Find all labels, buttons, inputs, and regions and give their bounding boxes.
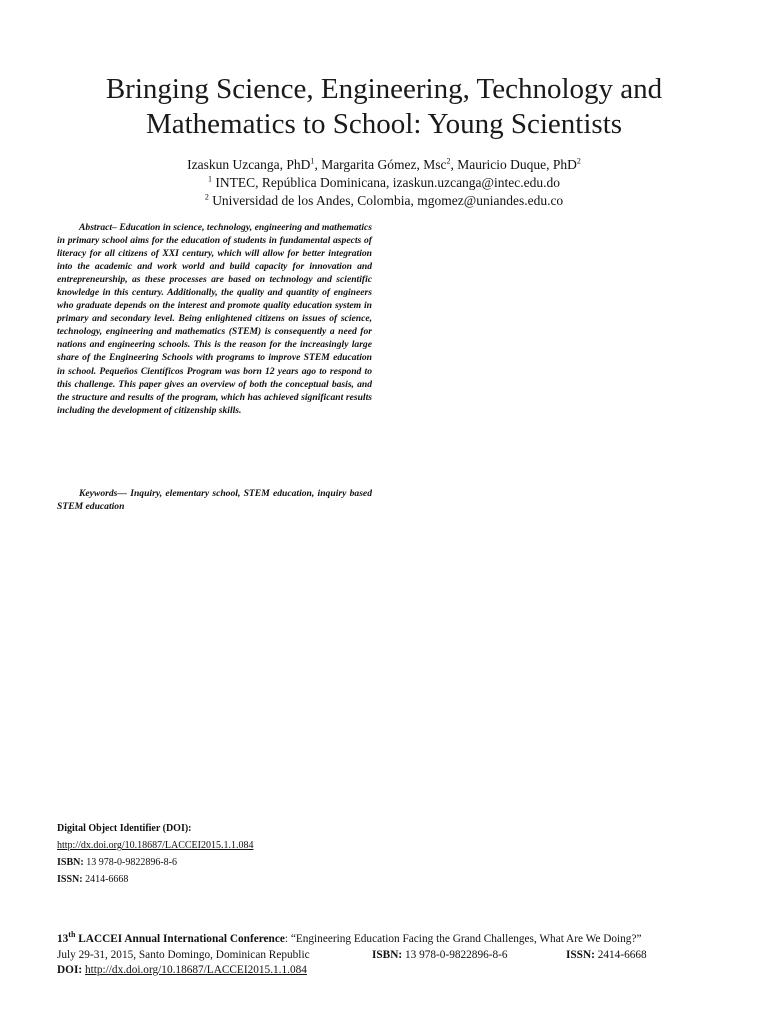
footer-issn-label: ISSN: — [566, 948, 595, 961]
affiliation-text: INTEC, República Dominicana, izaskun.uzcanga@intec.edu.do — [215, 175, 560, 190]
abstract-label: Abstract– — [79, 222, 117, 233]
page-footer — [57, 932, 737, 979]
author-block — [40, 156, 728, 210]
footer-doi-link[interactable]: http://dx.doi.org/10.18687/LACCEI2015.1.1.084 — [84, 964, 307, 976]
issn-line — [57, 871, 253, 888]
issn-label: ISSN: — [57, 874, 83, 885]
footer-doi-label: DOI: — [57, 964, 83, 976]
conference-line — [57, 932, 737, 948]
keywords — [57, 487, 372, 513]
issn-value: 2414-6668 — [85, 874, 129, 885]
footer-doi-line — [57, 963, 737, 979]
affiliation-line — [40, 174, 728, 192]
footer-issn — [566, 948, 647, 964]
author-name: Mauricio Duque, PhD — [457, 157, 577, 172]
doi-label: Digital Object Identifier (DOI): — [57, 823, 192, 834]
author-line: Izaskun Uzcanga, PhD$^1$, Margarita Gómez, Msc$^2$, Mauricio Duque, PhD$^2$ — [187, 156, 581, 172]
identifier-block — [57, 820, 253, 888]
footer-isbn — [372, 948, 508, 964]
conference-details-line — [57, 948, 737, 964]
abstract — [57, 221, 372, 417]
conference-ordinal: th — [68, 930, 76, 940]
author-affiliation-mark: 2 — [576, 156, 581, 166]
affiliation-mark: 2 — [204, 192, 209, 202]
keywords-text: Inquiry, elementary school, STEM education, inquiry based STEM education — [57, 488, 372, 512]
affiliation-line — [40, 192, 728, 210]
conference-number: 13 — [57, 933, 69, 945]
paper-title: Bringing Science, Engineering, Technology and Mathematics to School: Young Scientists — [105, 73, 663, 140]
author-name: Izaskun Uzcanga, PhD — [187, 157, 311, 172]
isbn-line — [57, 854, 253, 871]
abstract-text: Education in science, technology, engineering and mathematics in primary school aims for the education of students in fundamental aspects of literacy for all citizens of XXI century, which will allow for better integration into the academic and work world and build capacity for innovation and entrepreneurship, as these processes are based on technology and scientific knowledge in this century. Additionally, the quality and quantity of engineers who graduate depends on the interest and promote quality education system in primary and secondary level. Being enlightened citizens on issues of science, technology, engineering and mathematics (STEM) is consequently a need for nations and engineering schools. This is the reason for the increasingly large share of the Engineering Schools with programs to improve STEM education in school. Pequeños Científicos Program was born 12 years ago to respond to this challenge. This paper gives an overview of both the conceptual basis, and the structure and results of the program, which has achieved significant results including the development of citizenship skills. — [57, 222, 372, 416]
author-name: Margarita Gómez, Msc — [321, 157, 447, 172]
footer-isbn-value: 13 978-0-9822896-8-6 — [404, 948, 508, 961]
isbn-label: ISBN: — [57, 857, 84, 868]
footer-issn-value: 2414-6668 — [597, 948, 647, 961]
keywords-label: Keywords— — [79, 488, 127, 499]
conference-theme: : “Engineering Education Facing the Grand Challenges, What Are We Doing?” — [284, 933, 642, 945]
author-affiliation-mark: 2 — [446, 156, 451, 166]
doi-link[interactable]: http://dx.doi.org/10.18687/LACCEI2015.1.1.084 — [57, 840, 254, 851]
affiliation-text: Universidad de los Andes, Colombia, mgomez@uniandes.edu.co — [212, 193, 564, 208]
conference-dates-place: July 29-31, 2015, Santo Domingo, Dominican Republic — [57, 948, 310, 961]
conference-name: LACCEI Annual International Conference — [78, 933, 285, 945]
affiliation-mark: 1 — [208, 174, 213, 184]
author-affiliation-mark: 1 — [310, 156, 315, 166]
isbn-value: 13 978-0-9822896-8-6 — [86, 857, 178, 868]
footer-isbn-label: ISBN: — [372, 948, 403, 961]
